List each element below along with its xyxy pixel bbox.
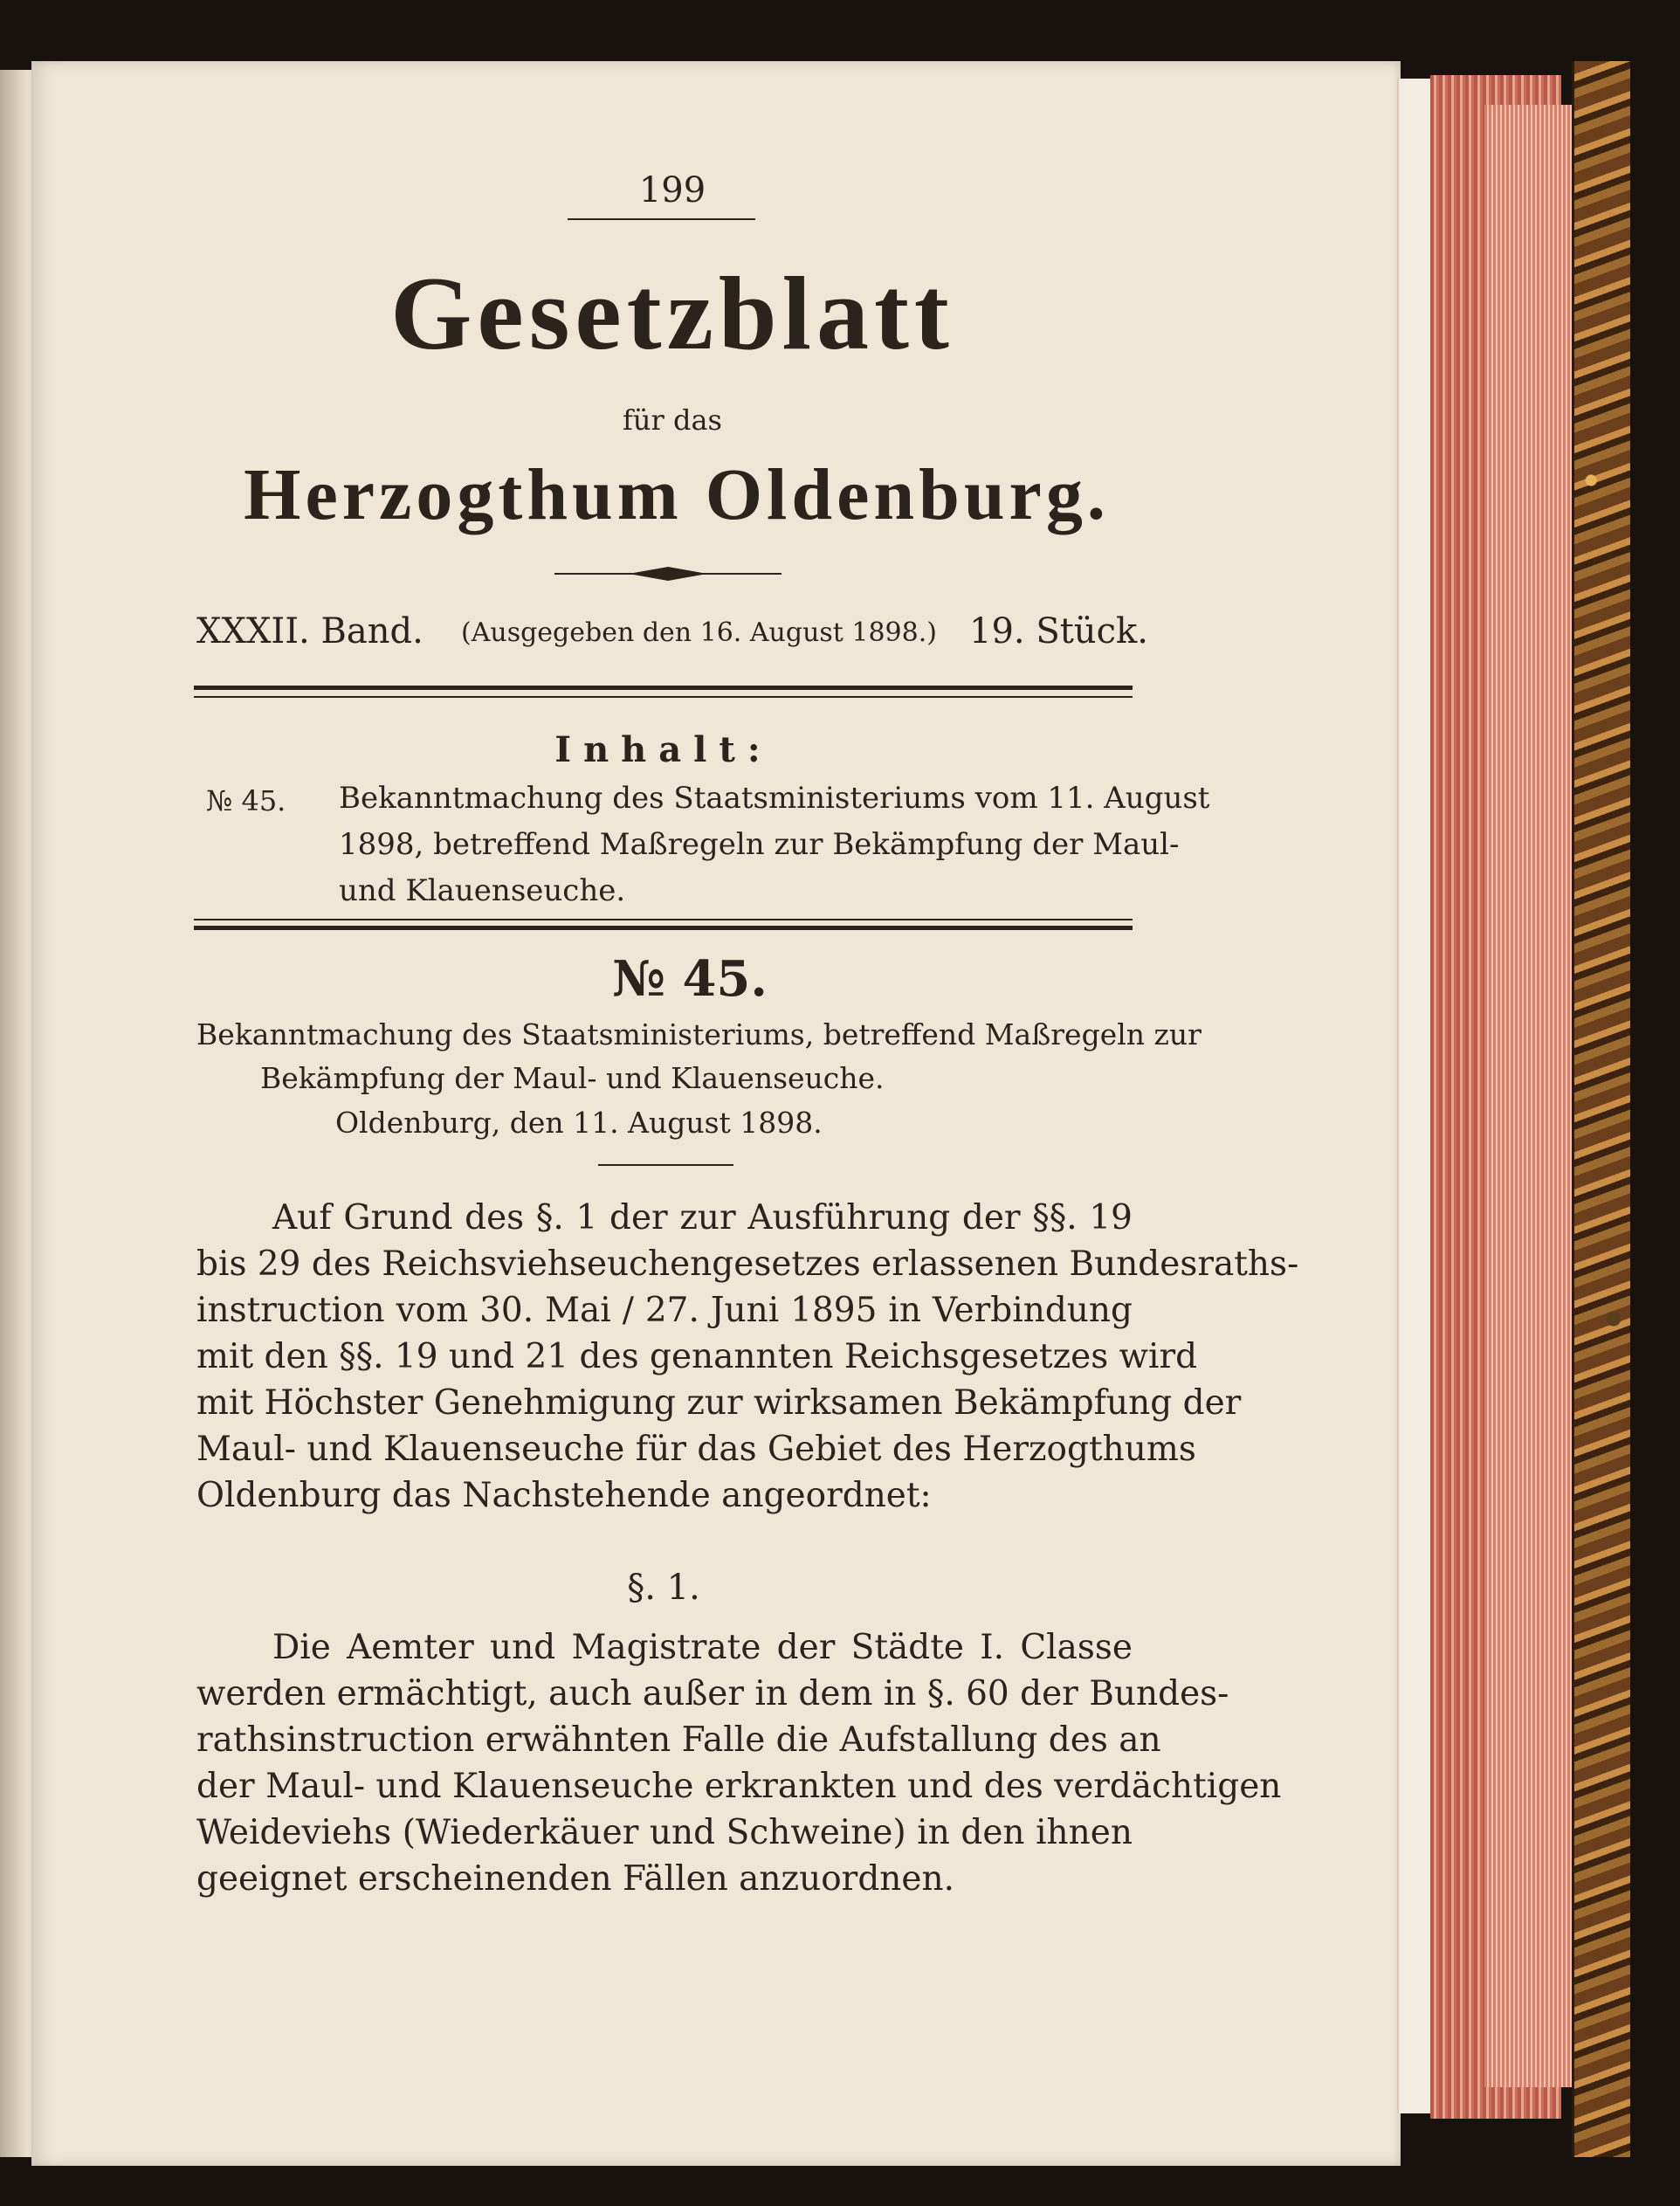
- page-number-rule: [568, 218, 755, 220]
- dateline-rule: [598, 1164, 733, 1166]
- paragraph-line: Weideviehs (Wiederkäuer und Schweine) in den ihnen: [196, 1813, 1133, 1852]
- issue-part: 19. Stück.: [969, 611, 1148, 651]
- section-title-line: Bekanntmachung des Staatsministeriums, betreffend Maßregeln zur: [196, 1017, 1201, 1051]
- intro-line: instruction vom 30. Mai / 27. Juni 1895 in Verbindung: [196, 1291, 1133, 1330]
- contents-entry-line: Bekanntmachung des Staatsministeriums vom 11. August: [339, 781, 1210, 816]
- intro-line: Auf Grund des §. 1 der zur Ausführung der §§. 19: [272, 1198, 1133, 1237]
- page-number: 199: [638, 170, 706, 210]
- ornament-divider: [554, 563, 781, 584]
- paragraph-line: geeignet erscheinenden Fällen anzuordnen.: [196, 1859, 954, 1899]
- issue-rule-thin: [194, 696, 1133, 698]
- issue-volume: XXXII. Band.: [196, 611, 423, 651]
- intro-line: bis 29 des Reichsviehseuchengesetzes erlassenen Bundesraths-: [196, 1244, 1299, 1284]
- intro-line: Maul- und Klauenseuche für das Gebiet des Herzogthums: [196, 1430, 1196, 1469]
- contents-heading: Inhalt:: [554, 729, 773, 770]
- paragraph-line: rathsinstruction erwähnten Falle die Aufstallung des an: [196, 1720, 1161, 1760]
- paragraph-line: der Maul- und Klauenseuche erkrankten und des verdächtigen: [196, 1767, 1282, 1806]
- intro-line: mit Höchster Genehmigung zur wirksamen Bekämpfung der: [196, 1383, 1242, 1423]
- contents-entry-number: № 45.: [206, 784, 286, 817]
- intro-line: Oldenburg das Nachstehende angeordnet:: [196, 1476, 932, 1515]
- intro-line: mit den §§. 19 und 21 des genannten Reichsgesetzes wird: [196, 1337, 1198, 1376]
- masthead-territory: Herzogthum Oldenburg.: [244, 454, 1110, 535]
- issue-rule-thick: [194, 686, 1133, 690]
- section-dateline: Oldenburg, den 11. August 1898.: [335, 1106, 823, 1140]
- contents-entry-line: und Klauenseuche.: [339, 873, 626, 908]
- contents-entry-line: 1898, betreffend Maßregeln zur Bekämpfung der Maul-: [339, 827, 1180, 862]
- issue-date: (Ausgegeben den 16. August 1898.): [461, 617, 937, 648]
- masthead-subtitle: für das: [623, 403, 722, 437]
- paragraph-line: werden ermächtigt, auch außer in dem in §. 60 der Bundes-: [196, 1674, 1229, 1713]
- contents-rule-thin: [194, 919, 1133, 920]
- paragraph-heading: §. 1.: [627, 1568, 700, 1608]
- section-title-line: Bekämpfung der Maul- und Klauenseuche.: [260, 1061, 885, 1095]
- section-number: № 45.: [612, 950, 768, 1008]
- masthead-title: Gesetzblatt: [390, 255, 954, 371]
- paragraph-line: Die Aemter und Magistrate der Städte I. Classe: [272, 1628, 1133, 1667]
- contents-rule-thick: [194, 926, 1133, 930]
